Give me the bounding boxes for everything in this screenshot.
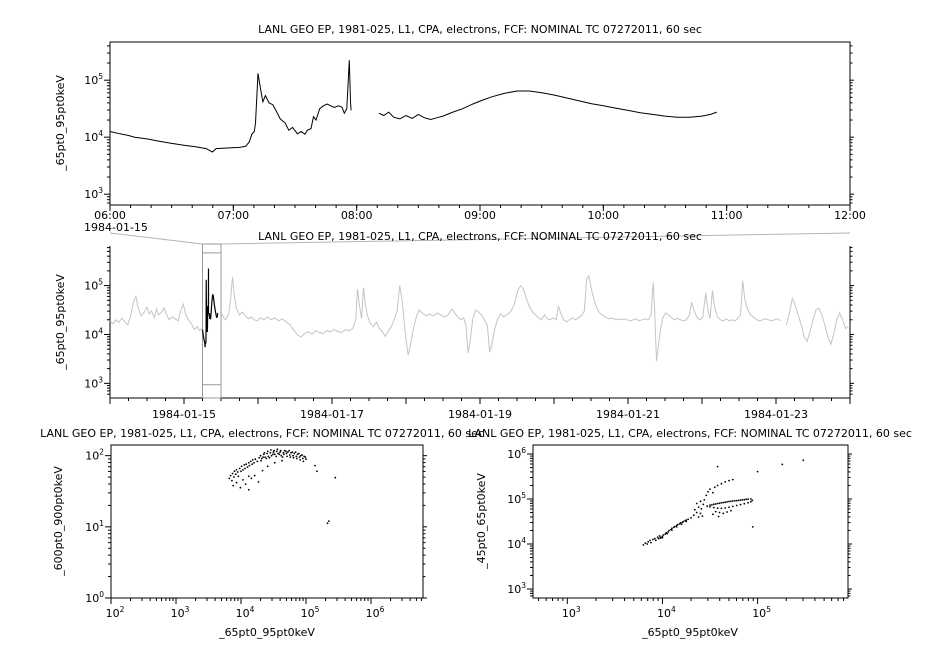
highlighted-interval-series [203, 269, 218, 348]
data-point [282, 456, 284, 458]
tick-label: $10^5$ [752, 605, 771, 620]
data-point [286, 453, 288, 455]
data-point [289, 454, 291, 456]
y-axis [84, 248, 854, 395]
y-axis [85, 448, 427, 605]
data-point [726, 501, 728, 503]
data-point [742, 499, 744, 501]
data-point [267, 465, 269, 467]
data-point [698, 506, 700, 508]
data-point [717, 466, 719, 468]
tick-label: 06:00 [94, 209, 126, 222]
data-point [734, 500, 736, 502]
data-point [732, 479, 734, 481]
data-point [671, 527, 673, 529]
data-point [280, 450, 282, 452]
data-point [750, 501, 752, 503]
data-point [705, 495, 707, 497]
tick-label: 11:00 [710, 209, 743, 222]
data-point [269, 457, 271, 459]
data-point [712, 513, 714, 515]
data-point [237, 471, 239, 473]
data-point [658, 538, 660, 540]
series-context-c [786, 298, 847, 344]
data-point [728, 501, 730, 503]
data-point [681, 523, 683, 525]
panel1-plot[interactable] [84, 42, 866, 222]
data-point [674, 526, 676, 528]
tick-label: 1984-01-19 [448, 408, 512, 421]
data-point [722, 502, 724, 504]
tick-label: $10^4$ [507, 536, 526, 551]
data-point [262, 456, 264, 458]
data-point [671, 529, 673, 531]
data-point [718, 516, 720, 518]
panel2-plot[interactable] [84, 244, 854, 421]
data-point [264, 456, 266, 458]
data-point [715, 503, 717, 505]
data-point [232, 473, 234, 475]
data-point [666, 533, 668, 535]
x-axis [106, 598, 422, 620]
data-point [247, 466, 249, 468]
data-point [258, 457, 260, 459]
plot-frame[interactable] [110, 42, 850, 205]
data-point [655, 540, 657, 542]
tick-label: $10^3$ [170, 605, 190, 620]
data-point [701, 508, 703, 510]
data-point [254, 475, 256, 477]
data-point [248, 489, 250, 491]
data-point [713, 503, 715, 505]
data-point [709, 506, 711, 508]
data-point [709, 488, 711, 490]
series-context-b [221, 276, 780, 361]
data-point [252, 459, 254, 461]
data-point [747, 498, 749, 500]
data-point [270, 449, 272, 451]
data-point [652, 539, 654, 541]
data-point [266, 458, 268, 460]
data-point [314, 465, 316, 467]
data-point [328, 520, 330, 522]
data-point [724, 481, 726, 483]
data-point [267, 451, 269, 453]
data-point [245, 483, 247, 485]
tick-label: $10^1$ [85, 518, 104, 534]
tick-label: $10^5$ [300, 605, 320, 620]
data-point [274, 453, 276, 455]
panel3-title: LANL GEO EP, 1981-025, L1, CPA, electrons, FCF: NOMINAL TC 07272011, 60 sec [40, 427, 484, 440]
data-point [660, 536, 662, 538]
panel1-title: LANL GEO EP, 1981-025, L1, CPA, electrons, FCF: NOMINAL TC 07272011, 60 sec [258, 23, 702, 36]
tick-label: $10^5$ [84, 277, 103, 293]
tick-label: 1984-01-15 [152, 408, 216, 421]
data-point [802, 459, 804, 461]
data-point [293, 453, 295, 455]
data-point [266, 453, 268, 455]
tick-label: 1984-01-17 [300, 408, 364, 421]
data-point [281, 460, 283, 462]
data-point [275, 456, 277, 458]
data-point [295, 451, 297, 453]
data-point [240, 487, 242, 489]
data-point [649, 540, 651, 542]
data-point [732, 506, 734, 508]
data-point [721, 483, 723, 485]
data-point [248, 462, 250, 464]
tick-label: $10^2$ [105, 605, 125, 620]
data-point [264, 452, 266, 454]
data-point [242, 469, 244, 471]
data-point [726, 511, 728, 513]
tick-label: $10^6$ [365, 605, 385, 620]
data-point [738, 500, 740, 502]
data-point [696, 512, 698, 514]
data-point [238, 475, 240, 477]
context-zoom-box[interactable] [203, 244, 222, 398]
data-point [279, 453, 281, 455]
data-point [236, 482, 238, 484]
data-point [233, 476, 235, 478]
data-point [251, 463, 253, 465]
data-point [643, 544, 645, 546]
data-point [283, 453, 285, 455]
data-point [654, 538, 656, 540]
data-point [253, 462, 255, 464]
data-point [663, 534, 665, 536]
data-point [740, 499, 742, 501]
data-point [714, 486, 716, 488]
tick-label: $10^3$ [507, 581, 526, 596]
series-context-a [110, 296, 202, 330]
data-point [260, 455, 262, 457]
data-point [327, 522, 329, 524]
data-point [292, 455, 294, 457]
data-point [732, 500, 734, 502]
data-point [747, 502, 749, 504]
data-point [287, 451, 289, 453]
data-point [713, 507, 715, 509]
data-point [719, 502, 721, 504]
data-point [302, 458, 304, 460]
data-point [295, 456, 297, 458]
data-point [647, 541, 649, 543]
data-point [316, 470, 318, 472]
data-point [242, 479, 244, 481]
data-point [231, 480, 233, 482]
data-point [271, 455, 273, 457]
data-point [683, 521, 685, 523]
data-point [706, 505, 708, 507]
data-point [700, 513, 702, 515]
data-point [299, 459, 301, 461]
data-point [700, 500, 702, 502]
data-point [286, 456, 288, 458]
scatter-points [228, 448, 336, 524]
y-axis [84, 46, 854, 203]
panel4-plot[interactable] [507, 445, 852, 620]
plot-frame[interactable] [111, 445, 423, 598]
data-point [240, 470, 242, 472]
data-point [752, 500, 754, 502]
series-segment-2 [379, 91, 717, 120]
tick-label: 08:00 [340, 209, 373, 222]
data-point [690, 517, 692, 519]
data-point [250, 461, 252, 463]
data-point [644, 542, 646, 544]
data-point [757, 471, 759, 473]
data-point [236, 469, 238, 471]
data-point [280, 455, 282, 457]
data-point [724, 507, 726, 509]
data-point [721, 508, 723, 510]
data-point [251, 478, 253, 480]
series-segment-1 [110, 60, 351, 152]
data-point [736, 505, 738, 507]
data-point [258, 481, 260, 483]
data-point [711, 504, 713, 506]
tick-label: 1984-01-21 [596, 408, 660, 421]
panel2-ylabel: _65pt0_95pt0keV [54, 274, 67, 370]
data-point [305, 458, 307, 460]
data-point [285, 451, 287, 453]
panel4-ylabel: _45pt0_65pt0keV [475, 473, 488, 569]
data-point [230, 475, 232, 477]
data-point [687, 518, 689, 520]
data-point [248, 475, 250, 477]
y-axis [507, 446, 852, 596]
tick-label: $10^4$ [84, 129, 103, 145]
data-point [676, 526, 678, 528]
x-axis [94, 205, 866, 222]
data-point [260, 460, 262, 462]
plot-frame[interactable] [533, 445, 848, 598]
data-point [709, 504, 711, 506]
panel4-title: LANL GEO EP, 1981-025, L1, CPA, electrons, FCF: NOMINAL TC 07272011, 60 sec [468, 427, 912, 440]
data-point [254, 458, 256, 460]
data-point [299, 456, 301, 458]
data-point [241, 465, 243, 467]
data-point [717, 485, 719, 487]
data-point [724, 501, 726, 503]
data-point [730, 510, 732, 512]
data-point [646, 543, 648, 545]
tick-label: $10^5$ [507, 491, 526, 506]
data-point [290, 456, 292, 458]
x-axis [110, 398, 850, 421]
data-point [243, 464, 245, 466]
data-point [262, 470, 264, 472]
tick-label: $10^3$ [84, 186, 103, 202]
tick-label: $10^4$ [235, 605, 255, 620]
tick-label: 1984-01-23 [744, 408, 808, 421]
data-point [256, 461, 258, 463]
data-point [305, 456, 307, 458]
data-point [276, 451, 278, 453]
data-point [244, 468, 246, 470]
tick-label: 12:00 [834, 209, 866, 222]
tick-label: 09:00 [464, 209, 496, 222]
data-point [261, 458, 263, 460]
data-point [334, 477, 336, 479]
data-point [272, 453, 274, 455]
data-point [249, 465, 251, 467]
data-point [303, 461, 305, 463]
data-point [239, 468, 241, 470]
scatter-points [643, 459, 805, 545]
data-point [693, 514, 695, 516]
data-point [728, 506, 730, 508]
data-point [696, 503, 698, 505]
tick-label: $10^3$ [84, 375, 103, 391]
data-point [273, 450, 275, 452]
data-point [740, 504, 742, 506]
data-point [650, 542, 652, 544]
data-point [293, 457, 295, 459]
data-point [296, 458, 298, 460]
data-point [694, 509, 696, 511]
data-point [269, 452, 271, 454]
x-axis [539, 598, 844, 620]
data-point [702, 504, 704, 506]
data-point [277, 448, 279, 450]
tick-label: $10^4$ [657, 605, 676, 620]
data-point [743, 503, 745, 505]
data-point [745, 499, 747, 501]
data-point [232, 485, 234, 487]
data-point [267, 456, 269, 458]
panel1-date-label: 1984-01-15 [84, 221, 148, 234]
panel3-xlabel: _65pt0_95pt0keV [219, 626, 315, 639]
flux-series[interactable] [110, 60, 717, 152]
data-point [274, 462, 276, 464]
data-point [712, 492, 714, 494]
data-point [743, 499, 745, 501]
data-point [698, 516, 700, 518]
panel1-ylabel: _65pt0_95pt0keV [54, 75, 67, 171]
data-point [662, 537, 664, 539]
data-point [707, 491, 709, 493]
tick-label: $10^3$ [561, 605, 581, 620]
tick-label: $10^6$ [507, 446, 526, 461]
panel3-ylabel: _600pt0_900pt0keV [52, 466, 65, 576]
data-point [298, 453, 300, 455]
data-point [715, 511, 717, 513]
data-point [288, 450, 290, 452]
data-point [301, 454, 303, 456]
panel2-title: LANL GEO EP, 1981-025, L1, CPA, electrons, FCF: NOMINAL TC 07272011, 60 sec [258, 230, 702, 243]
data-point [235, 473, 237, 475]
tick-label: $10^4$ [84, 326, 103, 342]
data-point [717, 507, 719, 509]
data-point [730, 500, 732, 502]
data-point [677, 524, 679, 526]
data-point [752, 526, 754, 528]
data-point [234, 470, 236, 472]
data-point [781, 464, 783, 466]
data-point [728, 480, 730, 482]
panel4-xlabel: _65pt0_95pt0keV [642, 626, 738, 639]
data-point [750, 498, 752, 500]
data-point [292, 451, 294, 453]
data-point [719, 512, 721, 514]
tick-label: $10^5$ [84, 72, 103, 88]
tick-label: 07:00 [217, 209, 250, 222]
data-point [721, 502, 723, 504]
data-point [228, 478, 230, 480]
data-point [685, 521, 687, 523]
tick-label: $10^0$ [85, 590, 104, 605]
data-point [702, 515, 704, 517]
data-point [245, 463, 247, 465]
tick-label: $10^2$ [85, 447, 104, 463]
tick-label: 10:00 [587, 209, 620, 222]
data-point [736, 500, 738, 502]
data-point [717, 503, 719, 505]
data-point [722, 513, 724, 515]
panel3-plot[interactable] [85, 445, 427, 620]
data-point [668, 530, 670, 532]
data-point [703, 499, 705, 501]
